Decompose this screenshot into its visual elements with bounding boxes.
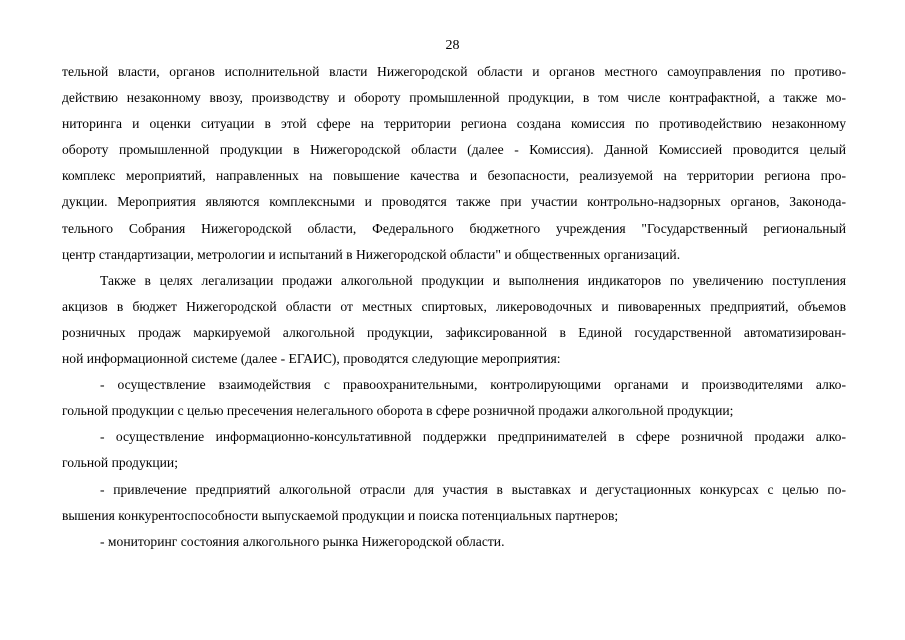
text-line: розничных продаж маркируемой алкогольной продукции, зафиксированной в Единой государственной автоматизирован- — [62, 324, 846, 340]
text-line: комплекс мероприятий, направленных на повышение качества и безопасности, реализуемой на территории региона про- — [62, 168, 846, 184]
body-text — [62, 59, 846, 555]
text-line: - осуществление взаимодействия с правоохранительными, контролирующими органами и производителями алко- — [100, 377, 846, 393]
page-number: 28 — [445, 38, 460, 53]
text-line: вышения конкурентоспособности выпускаемой продукции и поиска потенциальных партнеров; — [62, 507, 619, 523]
text-line: ниторинга и оценки ситуации в этой сфере на территории региона создана комиссия по противодействию незаконному — [62, 116, 846, 132]
text-line: Также в целях легализации продажи алкогольной продукции и выполнения индикаторов по увеличению поступления — [100, 272, 846, 288]
text-line: - мониторинг состояния алкогольного рынка Нижегородской области. — [100, 533, 505, 549]
text-line: обороту промышленной продукции в Нижегородской области (далее - Комиссия). Данной Комиссией проводится целый — [62, 142, 846, 158]
text-line: - осуществление информационно-консультативной поддержки предпринимателей в сфере розничной продажи алко- — [100, 429, 846, 445]
text-line: акцизов в бюджет Нижегородской области от местных спиртовых, ликероводочных и пивоваренных предприятий, объемов — [62, 298, 846, 314]
text-line: - привлечение предприятий алкогольной отрасли для участия в выставках и дегустационных конкурсах с целью по- — [100, 481, 846, 497]
text-line: центр стандартизации, метрологии и испытаний в Нижегородской области" и общественных организаций. — [62, 246, 681, 262]
text-line: тельного Собрания Нижегородской области, Федерального бюджетного учреждения "Государственный региональный — [62, 220, 846, 236]
text-line: ной информационной системе (далее - ЕГАИС), проводятся следующие мероприятия: — [62, 351, 561, 367]
text-line: дукции. Мероприятия являются комплексными и проводятся также при участии контрольно-надзорных органов, Законода- — [62, 194, 846, 210]
text-line: действию незаконному ввозу, производству и обороту промышленной продукции, в том числе контрафактной, а также мо- — [62, 90, 846, 106]
text-line: тельной власти, органов исполнительной власти Нижегородской области и органов местного самоуправления по противо- — [62, 64, 846, 79]
text-line: гольной продукции с целью пресечения нелегального оборота в сфере розничной продажи алкогольной продукции; — [62, 403, 734, 419]
text-line: гольной продукции; — [62, 455, 178, 471]
